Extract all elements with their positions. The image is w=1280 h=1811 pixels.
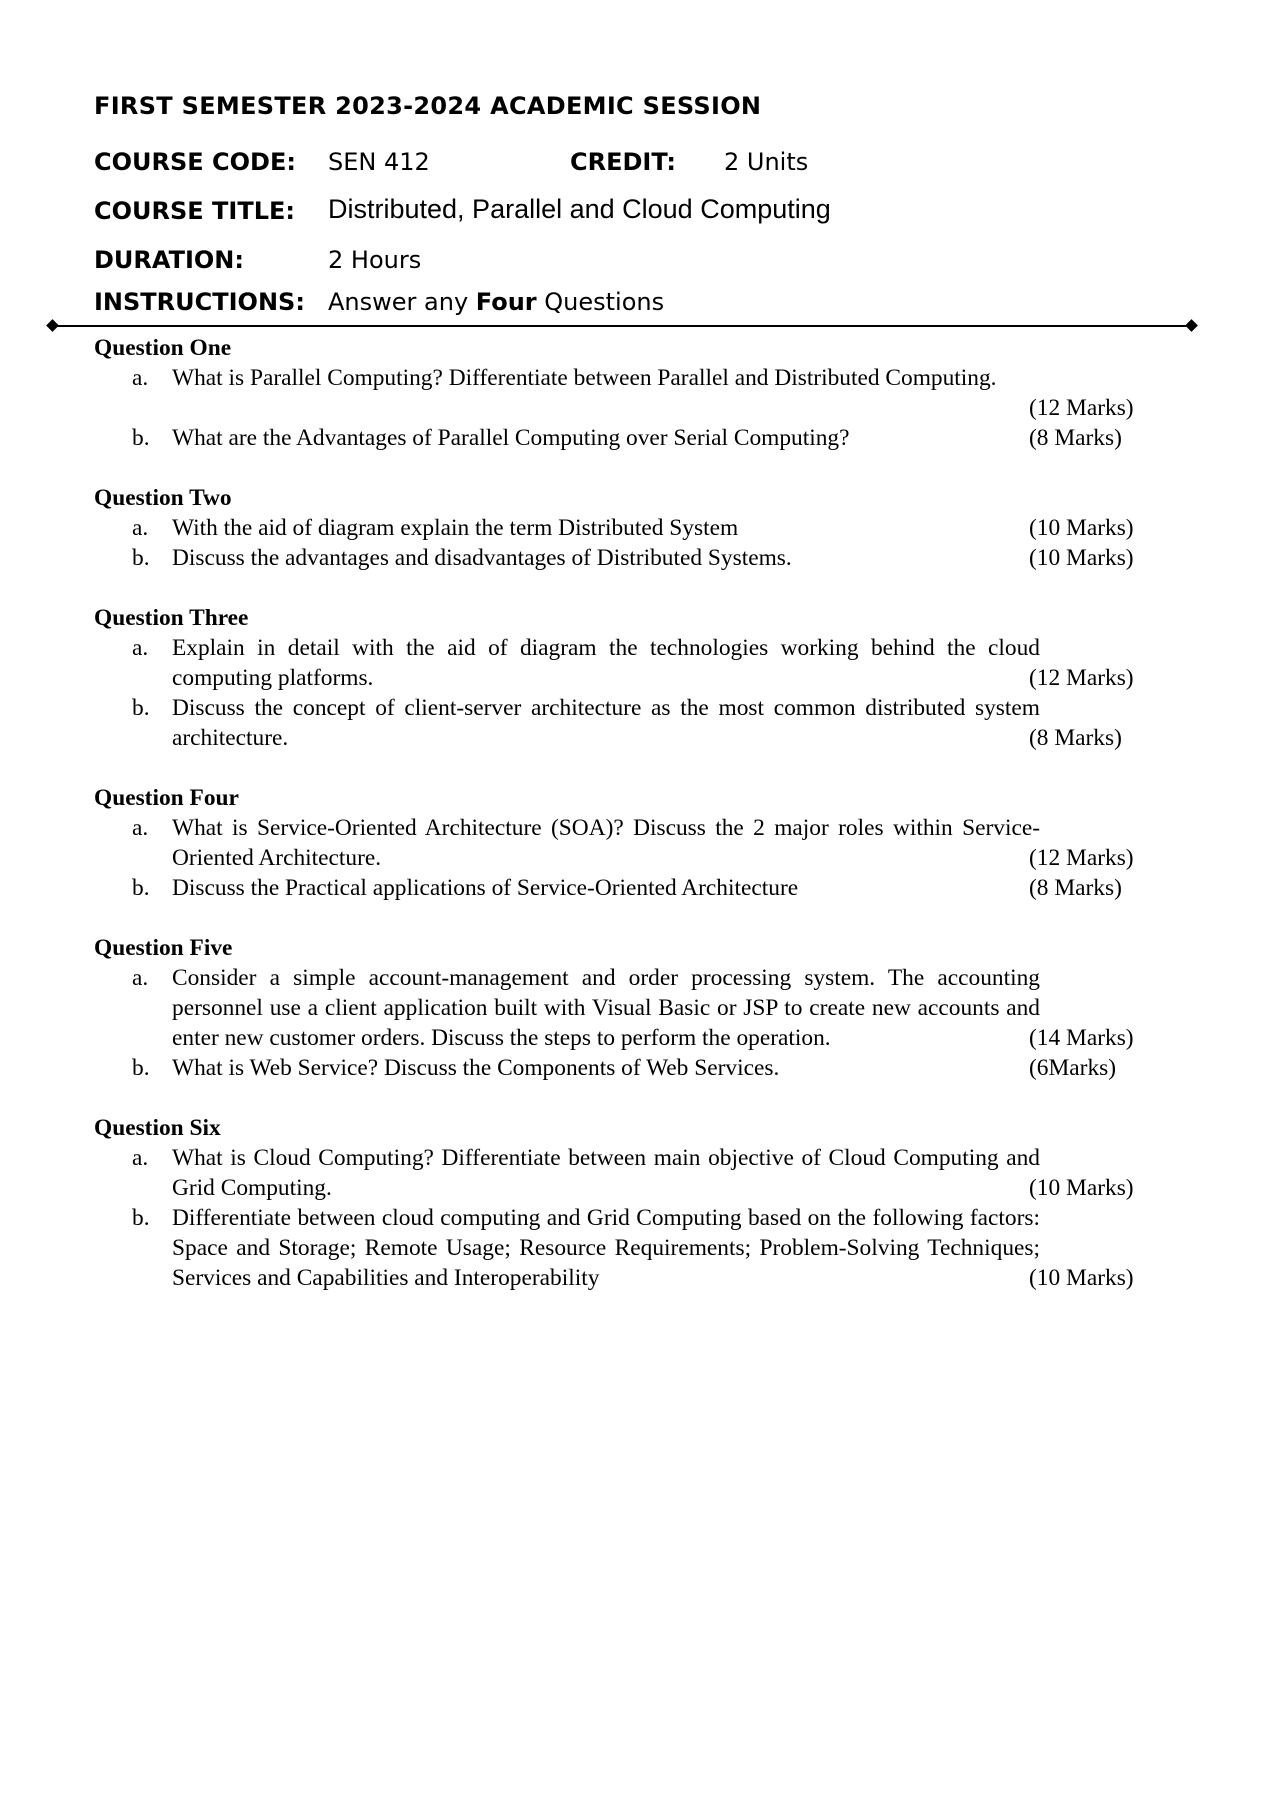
question-item — [94, 1053, 1180, 1083]
duration-value: 2 Hours — [328, 246, 422, 274]
question-three — [94, 603, 1180, 753]
question-item — [94, 1143, 1180, 1203]
item-text: What are the Advantages of Parallel Computing over Serial Computing? — [172, 425, 850, 451]
item-letter: b. — [132, 1055, 150, 1081]
question-title: Question One — [94, 335, 232, 361]
item-marks: (8 Marks) — [1029, 425, 1122, 451]
question-title: Question Six — [94, 1115, 221, 1141]
item-letter: b. — [132, 1205, 150, 1231]
instructions-bold: Four — [475, 288, 537, 316]
item-marks: (10 Marks) — [1029, 515, 1134, 541]
item-letter: a. — [132, 515, 149, 541]
credit-value: 2 Units — [724, 148, 809, 176]
question-title: Question Five — [94, 935, 233, 961]
question-item — [94, 633, 1180, 693]
instructions-value — [328, 288, 664, 316]
question-item — [94, 543, 1180, 573]
questions-section — [94, 333, 1180, 1323]
question-item — [94, 423, 1180, 453]
item-marks: (10 Marks) — [1029, 545, 1134, 571]
header-divider — [52, 325, 1192, 327]
question-item — [94, 813, 1180, 873]
question-title: Question Three — [94, 605, 249, 631]
item-text: Discuss the advantages and disadvantages of Distributed Systems. — [172, 545, 792, 571]
item-text: Differentiate between cloud computing and Grid Computing based on the following factors: Space and Storage; Remote Usage; Resource Requirements; Problem-Solving Techniques; Services and Capabilities and Interoperability — [172, 1205, 1040, 1291]
question-six — [94, 1113, 1180, 1293]
course-title-value: Distributed, Parallel and Cloud Computing — [328, 194, 831, 224]
item-marks: (6Marks) — [1029, 1055, 1117, 1081]
instructions-pre: Answer any — [328, 288, 476, 316]
item-letter: b. — [132, 875, 150, 901]
question-item — [94, 873, 1180, 903]
item-marks: (12 Marks) — [1029, 845, 1134, 871]
course-code-label: COURSE CODE: — [94, 148, 296, 176]
credit-label: CREDIT: — [570, 148, 676, 176]
item-letter: a. — [132, 815, 149, 841]
item-letter: b. — [132, 425, 150, 451]
item-text: With the aid of diagram explain the term Distributed System — [172, 515, 739, 541]
instructions-label: INSTRUCTIONS: — [94, 288, 305, 316]
item-letter: a. — [132, 965, 149, 991]
item-letter: a. — [132, 1145, 149, 1171]
item-marks: (12 Marks) — [1029, 665, 1134, 691]
item-letter: b. — [132, 695, 150, 721]
divider-left-diamond-icon — [46, 319, 59, 332]
question-title: Question Two — [94, 485, 232, 511]
item-letter: a. — [132, 365, 149, 391]
item-marks: (12 Marks) — [1029, 395, 1134, 421]
item-marks: (14 Marks) — [1029, 1025, 1134, 1051]
item-text: What is Cloud Computing? Differentiate between main objective of Cloud Computing and Grid Computing. — [172, 1145, 1040, 1201]
item-text: What is Service-Oriented Architecture (SOA)? Discuss the 2 major roles within Service-Oriented Architecture. — [172, 815, 1040, 871]
question-title: Question Four — [94, 785, 239, 811]
item-marks: (8 Marks) — [1029, 875, 1122, 901]
item-letter: a. — [132, 635, 149, 661]
session-heading: FIRST SEMESTER 2023-2024 ACADEMIC SESSION — [94, 92, 762, 120]
item-marks: (8 Marks) — [1029, 725, 1122, 751]
instructions-post: Questions — [536, 288, 665, 316]
divider-right-diamond-icon — [1185, 319, 1198, 332]
item-text: What is Parallel Computing? Differentiate between Parallel and Distributed Computing. — [172, 365, 997, 391]
question-four — [94, 783, 1180, 903]
item-letter: b. — [132, 545, 150, 571]
question-item — [94, 363, 1180, 423]
item-text: Consider a simple account-management and order processing system. The accounting personnel use a client application built with Visual Basic or JSP to create new accounts and enter new customer orders. Discuss the steps to perform the operation. — [172, 965, 1040, 1051]
question-item — [94, 513, 1180, 543]
question-item — [94, 1203, 1180, 1293]
item-marks: (10 Marks) — [1029, 1265, 1134, 1291]
question-one — [94, 333, 1180, 453]
question-item — [94, 963, 1180, 1053]
question-five — [94, 933, 1180, 1083]
item-text: Discuss the Practical applications of Service-Oriented Architecture — [172, 875, 799, 901]
question-item — [94, 693, 1180, 753]
duration-label: DURATION: — [94, 246, 244, 274]
item-text: Discuss the concept of client-server architecture as the most common distributed system architecture. — [172, 695, 1040, 751]
course-code-value: SEN 412 — [328, 148, 430, 176]
item-marks: (10 Marks) — [1029, 1175, 1134, 1201]
item-text: What is Web Service? Discuss the Components of Web Services. — [172, 1055, 780, 1081]
question-two — [94, 483, 1180, 573]
course-title-label: COURSE TITLE: — [94, 197, 295, 225]
item-text: Explain in detail with the aid of diagram the technologies working behind the cloud computing platforms. — [172, 635, 1040, 691]
